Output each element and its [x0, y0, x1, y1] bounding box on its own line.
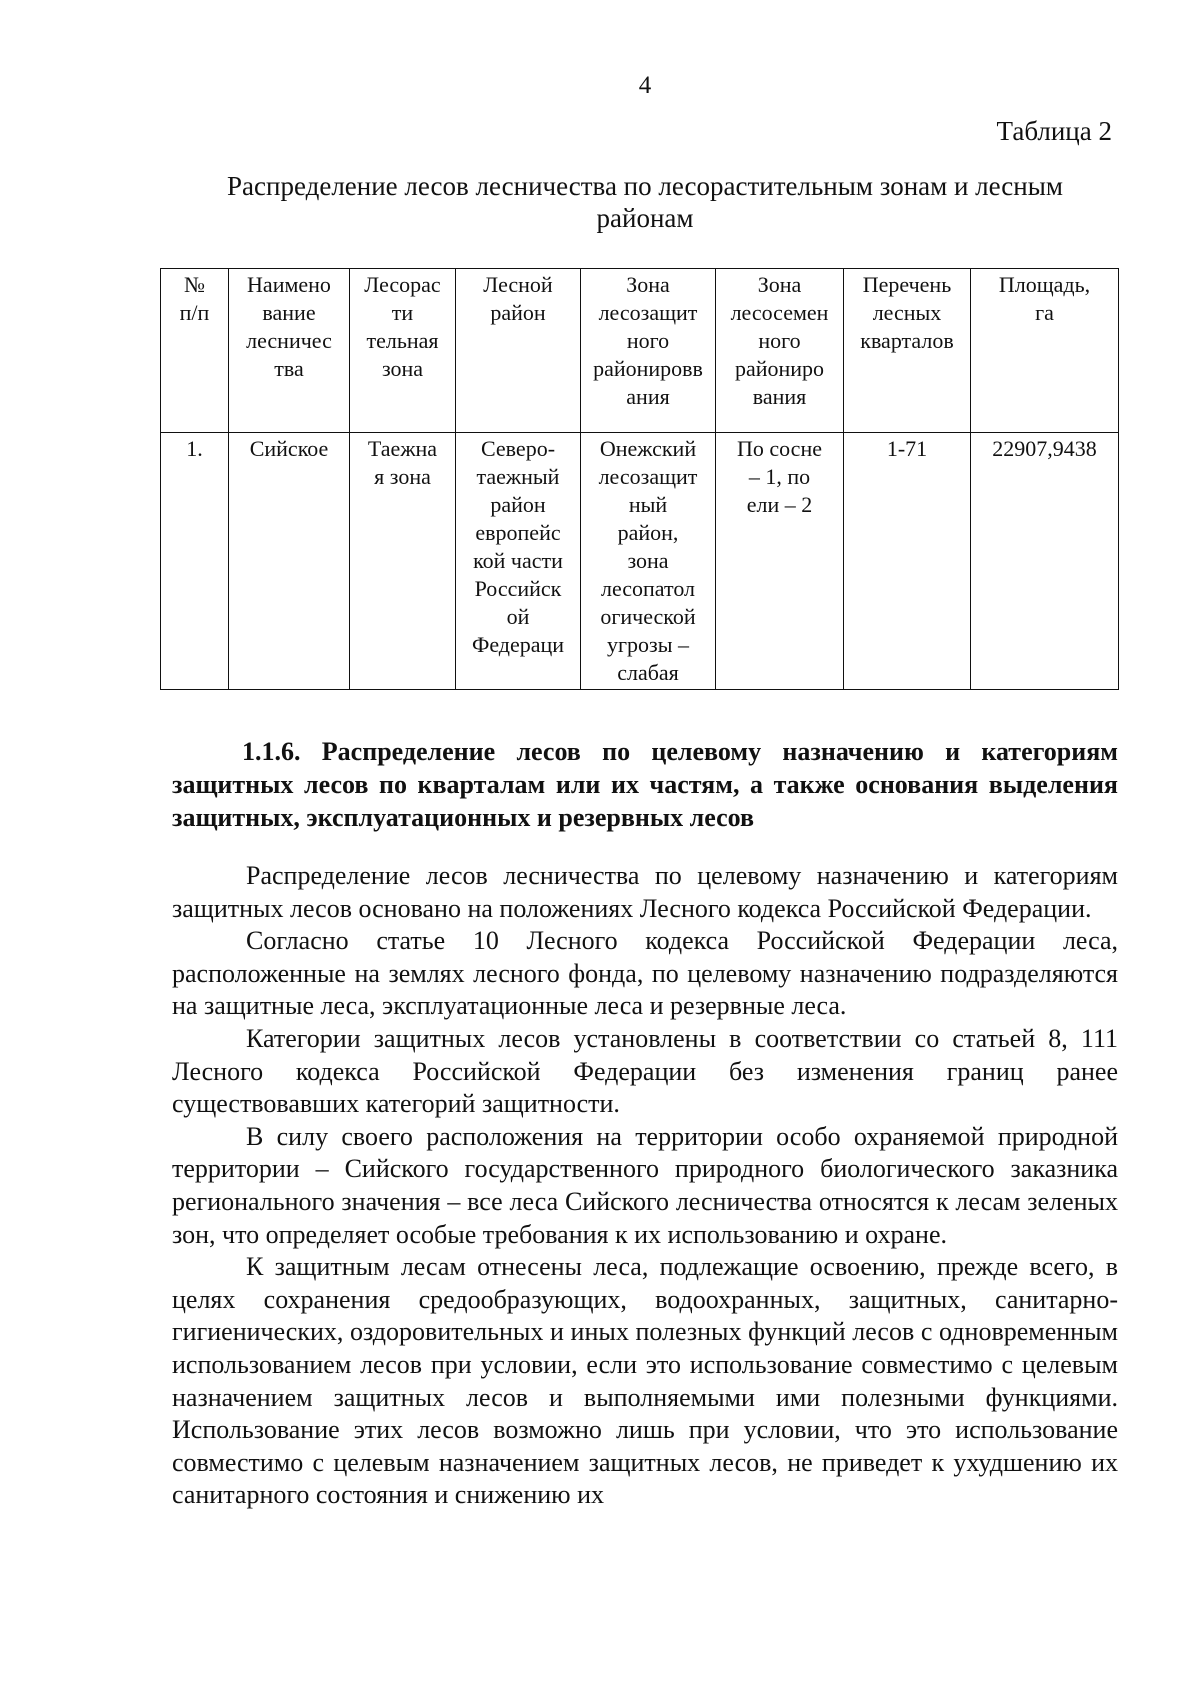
cell-line: ели – 2 [746, 492, 813, 517]
cell-line: № [184, 272, 205, 297]
cell-line: зона [381, 356, 424, 381]
cell-line: лесопатол [600, 576, 696, 601]
cell-line: районировв [593, 356, 703, 381]
table-header-row [161, 269, 1119, 433]
paragraph: В силу своего расположения на территории особо охраняемой природной территории – Сийского государственного природного биологического заказника регионального значения – все леса Сийского лесничества относятся к лесам зеленых зон, что определяет особые требования к их использованию и охране. [172, 1121, 1118, 1249]
cell-line: Федераци [471, 632, 565, 657]
table-label: Таблица 2 [996, 116, 1112, 146]
table-row [161, 433, 1119, 690]
column-header [716, 269, 844, 433]
cell-line: Перечень [862, 272, 952, 297]
cell-line: слабая [617, 660, 679, 685]
cell-line: По сосне [736, 436, 822, 461]
section-heading: 1.1.6. Распределение лесов по целевому назначению и категориям защитных лесов по кварталам или их частям, а также основания выделения защитных, эксплуатационных и резервных лесов [172, 737, 1118, 832]
cell-line: лесничес [246, 328, 332, 353]
cell-line: зона [627, 548, 669, 573]
column-header [350, 269, 456, 433]
column-header [581, 269, 716, 433]
table-caption: Распределение лесов лесничества по лесорастительным зонам и лесным районам [227, 171, 1063, 233]
cell-line: га [1035, 300, 1054, 325]
cell-line: кой части [473, 548, 563, 573]
cell-line: Зона [757, 272, 802, 297]
paragraph: К защитным лесам отнесены леса, подлежащие освоению, прежде всего, в целях сохранения средообразующих, водоохранных, защитных, санитарно-гигиенических, оздоровительных и иных полезных функций лесов с одновременным использованием лесов при условии, если это использование совместимо с целевым назначением защитных лесов и выполняемыми ими полезными функциями. Использование этих лесов возможно лишь при условии, что это использование совместимо с целевым назначением защитных лесов, не приведет к ухудшению их санитарного состояния и снижению их [172, 1252, 1118, 1510]
cell-line: район, [617, 520, 679, 545]
cell-line: райониро [734, 356, 825, 381]
column-header [971, 269, 1119, 433]
cell-line: район [490, 300, 546, 325]
column-header [161, 269, 229, 433]
cell-line: ного [758, 328, 801, 353]
cell-line: Площадь, [998, 272, 1091, 297]
cell-line: район [490, 492, 546, 517]
cell-line: Наимено [247, 272, 331, 297]
column-header [844, 269, 971, 433]
table-cell [229, 433, 350, 690]
cell-line: 22907,9438 [992, 436, 1097, 461]
cell-line: п/п [179, 300, 210, 325]
cell-line: 1-71 [886, 436, 928, 461]
cell-line: вания [752, 384, 807, 409]
cell-line: ания [626, 384, 670, 409]
cell-line: Сийское [249, 436, 329, 461]
cell-line: кварталов [860, 328, 954, 353]
table-cell [456, 433, 581, 690]
cell-line: Лесорас [364, 272, 441, 297]
cell-line: Российск [474, 576, 562, 601]
cell-line: Таежна [367, 436, 438, 461]
cell-line: Северо- [480, 436, 556, 461]
cell-line: Онежский [599, 436, 697, 461]
paragraph: Распределение лесов лесничества по целевому назначению и категориям защитных лесов основано на положениях Лесного кодекса Российской Федерации. [172, 861, 1118, 923]
cell-line: лесных [872, 300, 942, 325]
table-cell [844, 433, 971, 690]
cell-line: ти [391, 300, 414, 325]
column-header [229, 269, 350, 433]
table-cell [716, 433, 844, 690]
cell-line: 1. [186, 436, 203, 461]
forest-distribution-table [160, 268, 1119, 690]
table-cell [581, 433, 716, 690]
cell-line: таежный [476, 464, 560, 489]
table-cell [971, 433, 1119, 690]
page-number: 4 [638, 72, 652, 99]
cell-line: – 1, по [748, 464, 811, 489]
cell-line: Лесной [483, 272, 553, 297]
paragraph: Согласно статье 10 Лесного кодекса Российской Федерации леса, расположенные на землях лесного фонда, по целевому назначению подразделяются на защитные леса, эксплуатационные леса и резервные леса. [172, 926, 1118, 1021]
table-cell [350, 433, 456, 690]
cell-line: тельная [366, 328, 439, 353]
cell-line: лесозащит [598, 300, 698, 325]
cell-line: я зона [374, 464, 431, 489]
cell-line: лесозащит [598, 464, 698, 489]
body-text [172, 860, 1118, 1512]
table-cell [161, 433, 229, 690]
cell-line: Зона [626, 272, 670, 297]
cell-line: лесосемен [730, 300, 829, 325]
table-body [161, 433, 1119, 690]
cell-line: угрозы – [607, 632, 689, 657]
cell-line: ный [628, 492, 668, 517]
cell-line: вание [262, 300, 316, 325]
cell-line: огической [600, 604, 696, 629]
cell-line: европейс [475, 520, 561, 545]
cell-line: ой [506, 604, 530, 629]
column-header [456, 269, 581, 433]
cell-line: тва [274, 356, 304, 381]
paragraph: Категории защитных лесов установлены в соответствии со статьей 8, 111 Лесного кодекса Российской Федерации без изменения границ ранее существовавших категорий защитности. [172, 1023, 1118, 1119]
cell-line: ного [626, 328, 670, 353]
